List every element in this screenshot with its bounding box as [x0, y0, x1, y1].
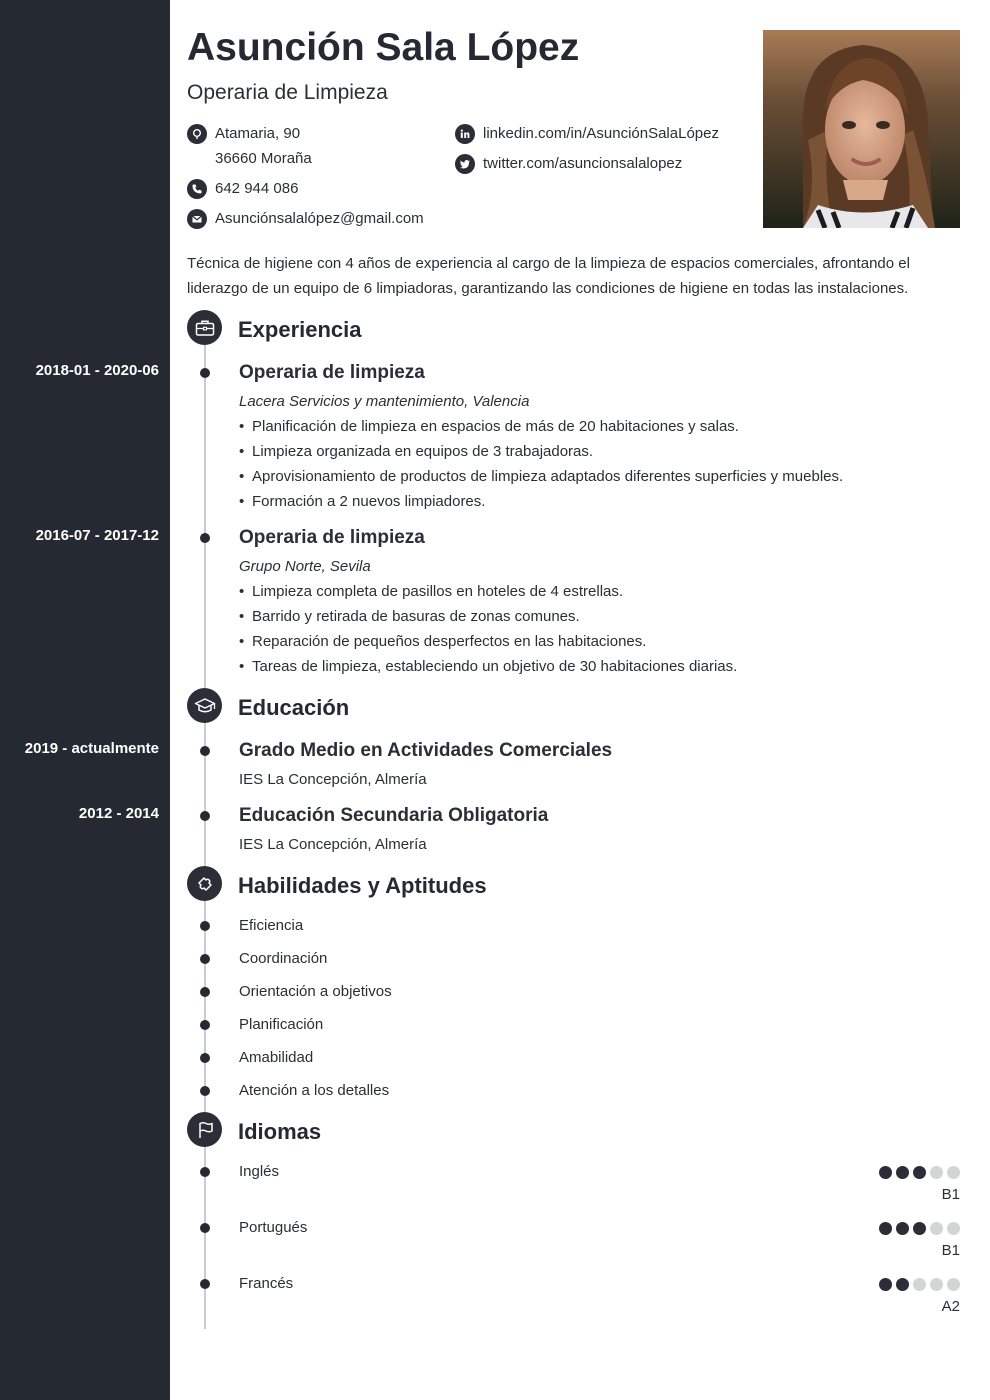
job-bullet: • Aprovisionamiento de productos de limpieza adaptados diferentes superficies y muebles. — [239, 468, 844, 485]
skill-item: Orientación a objetivos — [239, 983, 392, 1000]
rating-dot — [930, 1278, 943, 1291]
rating-dot — [896, 1166, 909, 1179]
skill-item: Coordinación — [239, 950, 328, 967]
language-level: B1 — [941, 1242, 960, 1259]
rating-dot — [947, 1166, 960, 1179]
experience-section-title: Experiencia — [238, 317, 362, 342]
rating-dot — [896, 1222, 909, 1235]
education-school: IES La Concepción, Almería — [239, 771, 427, 788]
phone-number: 642 944 086 — [215, 180, 299, 197]
rating-dot — [930, 1166, 943, 1179]
education-degree: Educación Secundaria Obligatoria — [239, 805, 549, 826]
envelope-icon — [187, 209, 207, 229]
job-role: Operaria de limpieza — [239, 362, 425, 383]
timeline-dot — [200, 811, 210, 821]
puzzle-icon — [187, 866, 222, 901]
sidebar — [0, 0, 170, 1400]
rating-dot — [947, 1278, 960, 1291]
twitter-icon — [455, 154, 475, 174]
job-role: Operaria de limpieza — [239, 527, 425, 548]
language-level: B1 — [941, 1186, 960, 1203]
rating-dot — [879, 1166, 892, 1179]
timeline-dot — [200, 368, 210, 378]
skill-item: Atención a los detalles — [239, 1082, 390, 1099]
linkedin-link[interactable]: linkedin.com/in/AsunciónSalaLópez — [483, 125, 719, 142]
language-rating — [879, 1278, 960, 1291]
linkedin-icon — [455, 124, 475, 144]
rating-dot — [930, 1222, 943, 1235]
job-bullet: • Formación a 2 nuevos limpiadores. — [239, 493, 486, 510]
timeline-dot — [200, 1020, 210, 1030]
skills-section-title: Habilidades y Aptitudes — [238, 873, 487, 898]
timeline-dot — [200, 1223, 210, 1233]
job-company: Grupo Norte, Sevila — [239, 558, 371, 575]
timeline-dot — [200, 921, 210, 931]
job-bullet: • Limpieza organizada en equipos de 3 trabajadoras. — [239, 443, 594, 460]
education-degree: Grado Medio en Actividades Comerciales — [239, 740, 613, 761]
profile-summary: Técnica de higiene con 4 años de experiencia al cargo de la limpieza de espacios comerciales, afrontando el liderazgo de un equipo de 6 limpiadoras, garantizando las condiciones de higiene en todas las instalaciones. — [187, 255, 910, 297]
timeline-dot — [200, 1086, 210, 1096]
job-dates: 2018-01 - 2020-06 — [35, 362, 159, 379]
rating-dot — [879, 1222, 892, 1235]
timeline-dot — [200, 1167, 210, 1177]
education-section-title: Educación — [238, 695, 350, 720]
profile-photo — [763, 30, 960, 228]
skill-item: Eficiencia — [239, 917, 304, 934]
job-title: Operaria de Limpieza — [187, 81, 388, 104]
timeline-dot — [200, 987, 210, 997]
language-level: A2 — [941, 1298, 960, 1315]
briefcase-icon — [187, 310, 222, 345]
twitter-link[interactable]: twitter.com/asuncionsalalopez — [483, 155, 683, 172]
job-bullet: • Planificación de limpieza en espacios de más de 20 habitaciones y salas. — [239, 418, 739, 435]
language-name: Inglés — [239, 1163, 280, 1180]
flag-icon — [187, 1112, 222, 1147]
rating-dot — [896, 1278, 909, 1291]
language-name: Portugués — [239, 1219, 308, 1236]
timeline-dot — [200, 746, 210, 756]
timeline-dot — [200, 954, 210, 964]
skill-item: Amabilidad — [239, 1049, 314, 1066]
rating-dot — [947, 1222, 960, 1235]
job-dates: 2016-07 - 2017-12 — [35, 527, 159, 544]
job-bullet: • Limpieza completa de pasillos en hoteles de 4 estrellas. — [239, 583, 624, 600]
rating-dot — [913, 1222, 926, 1235]
education-dates: 2012 - 2014 — [78, 805, 159, 822]
timeline-dot — [200, 533, 210, 543]
education-school: IES La Concepción, Almería — [239, 836, 427, 853]
rating-dot — [913, 1166, 926, 1179]
timeline-dot — [200, 1053, 210, 1063]
rating-dot — [913, 1278, 926, 1291]
language-rating — [879, 1222, 960, 1235]
address-line-2: 36660 Moraña — [215, 150, 312, 167]
map-pin-icon — [187, 124, 207, 144]
address-line-1: Atamaria, 90 — [215, 125, 301, 142]
candidate-name: Asunción Sala López — [187, 26, 580, 69]
languages-section-title: Idiomas — [238, 1119, 322, 1144]
job-company: Lacera Servicios y mantenimiento, Valencia — [239, 393, 530, 410]
job-bullet: • Tareas de limpieza, estableciendo un objetivo de 30 habitaciones diarias. — [239, 658, 738, 675]
timeline-line — [204, 345, 206, 1329]
job-bullet: • Reparación de pequeños desperfectos en las habitaciones. — [239, 633, 647, 650]
job-bullet: • Barrido y retirada de basuras de zonas comunes. — [239, 608, 580, 625]
phone-icon — [187, 179, 207, 199]
language-name: Francés — [239, 1275, 294, 1292]
timeline-dot — [200, 1279, 210, 1289]
email-address[interactable]: Asunciónsalalópez@gmail.com — [215, 210, 424, 227]
rating-dot — [879, 1278, 892, 1291]
graduation-cap-icon — [187, 688, 222, 723]
skill-item: Planificación — [239, 1016, 324, 1033]
education-dates: 2019 - actualmente — [24, 740, 159, 757]
language-rating — [879, 1166, 960, 1179]
